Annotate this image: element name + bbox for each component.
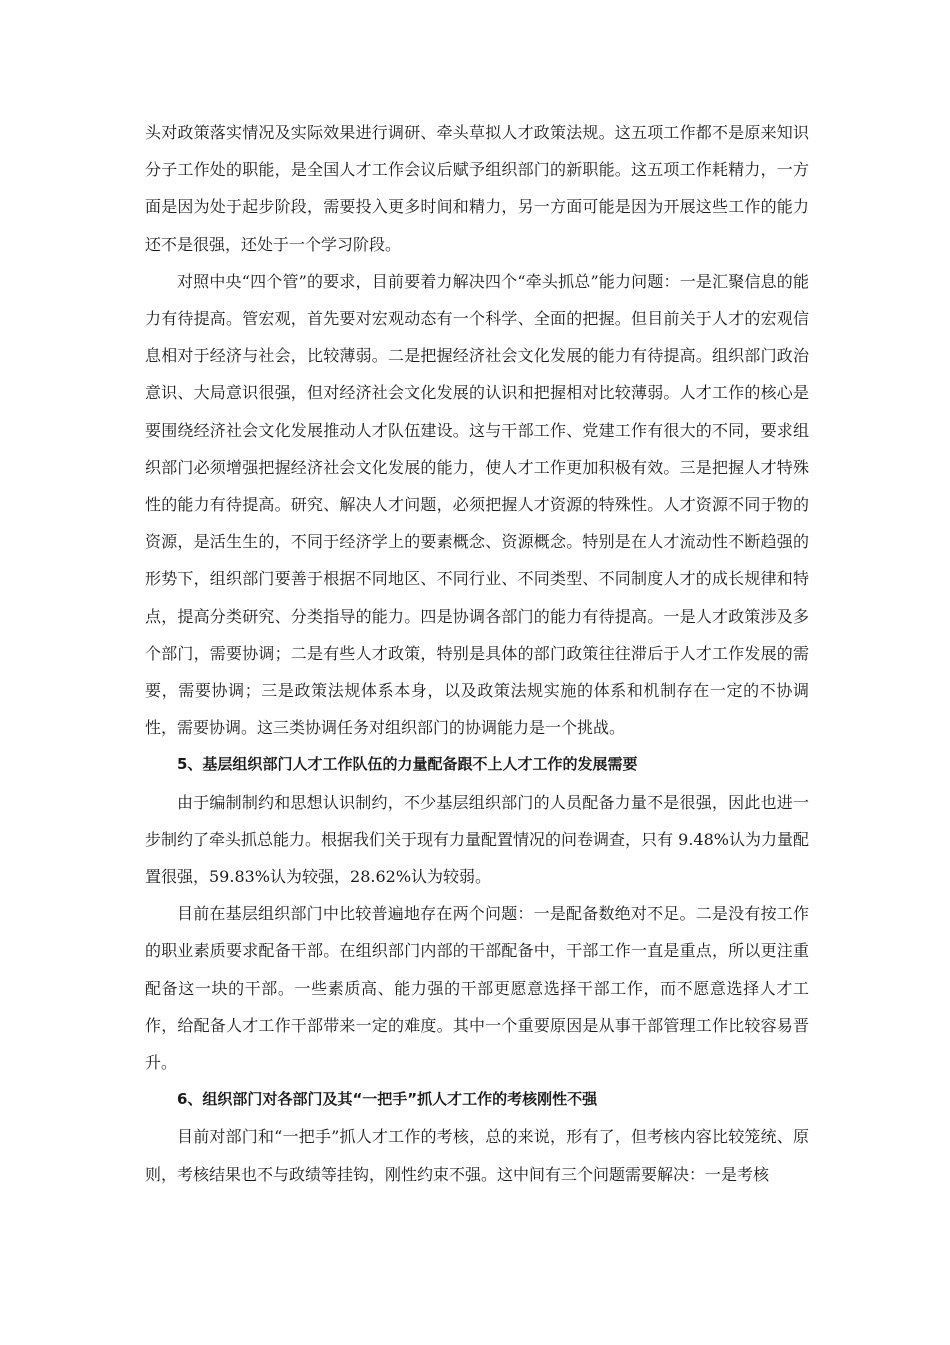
document-body bbox=[145, 114, 809, 1193]
section-heading-5: 5、基层组织部门人才工作队伍的力量配备跟不上人才工作的发展需要 bbox=[177, 755, 638, 774]
section-heading-6: 6、组织部门对各部门及其“一把手”抓人才工作的考核刚性不强 bbox=[177, 1090, 598, 1109]
paragraph-assessment: 目前对部门和“一把手”抓人才工作的考核，总的来说，形有了，但考核内容比较笼统、原则，考核结果也不与政绩等挂钩，刚性约束不强。这中间有三个问题需要解决：一是考核 bbox=[145, 1127, 809, 1184]
paragraph-continuation: 头对政策落实情况及实际效果进行调研、牵头草拟人才政策法规。这五项工作都不是原来知识分子工作处的职能，是全国人才工作会议后赋予组织部门的新职能。这五项工作耗精力，一方面是因为处于起步阶段，需要投入更多时间和精力，另一方面可能是因为开展这些工作的能力还不是很强，还处于一个学习阶段。 bbox=[145, 123, 809, 254]
paragraph-two-problems: 目前在基层组织部门中比较普遍地存在两个问题：一是配备数绝对不足。二是没有按工作的职业素质要求配备干部。在组织部门内部的干部配备中，干部工作一直是重点，所以更注重配备这一块的干部。一些素质高、能力强的干部更愿意选择干部工作，而不愿意选择人才工作，给配备人才工作干部带来一定的难度。其中一个重要原因是从事干部管理工作比较容易晋升。 bbox=[145, 904, 809, 1073]
paragraph-four-abilities: 对照中央“四个管”的要求，目前要着力解决四个“牵头抓总”能力问题：一是汇聚信息的能力有待提高。管宏观，首先要对宏观动态有一个科学、全面的把握。但目前关于人才的宏观信息相对于经济与社会，比较薄弱。二是把握经济社会文化发展的能力有待提高。组织部门政治意识、大局意识很强，但对经济社会文化发展的认识和把握相对比较薄弱。人才工作的核心是要围绕经济社会文化发展推动人才队伍建设。这与干部工作、党建工作有很大的不同，要求组织部门必须增强把握经济社会文化发展的能力，使人才工作更加积极有效。三是把握人才特殊性的能力有待提高。研究、解决人才问题，必须把握人才资源的特殊性。人才资源不同于物的资源，是活生生的，不同于经济学上的要素概念、资源概念。特别是在人才流动性不断趋强的形势下，组织部门要善于根据不同地区、不同行业、不同类型、不同制度人才的成长规律和特点，提高分类研究、分类指导的能力。四是协调各部门的能力有待提高。一是人才政策涉及多个部门，需要协调；二是有些人才政策，特别是具体的部门政策往往滞后于人才工作发展的需要，需要协调；三是政策法规体系本身，以及政策法规实施的体系和机制存在一定的不协调性，需要协调。这三类协调任务对组织部门的协调能力是一个挑战。 bbox=[145, 271, 809, 738]
paragraph-staffing-survey: 由于编制制约和思想认识制约，不少基层组织部门的人员配备力量不是很强，因此也进一步制约了牵头抓总能力。根据我们关于现有力量配置情况的问卷调查，只有 9.48%认为力量配置很强，59.83%认为较强，28.62%认为较弱。 bbox=[145, 792, 809, 887]
